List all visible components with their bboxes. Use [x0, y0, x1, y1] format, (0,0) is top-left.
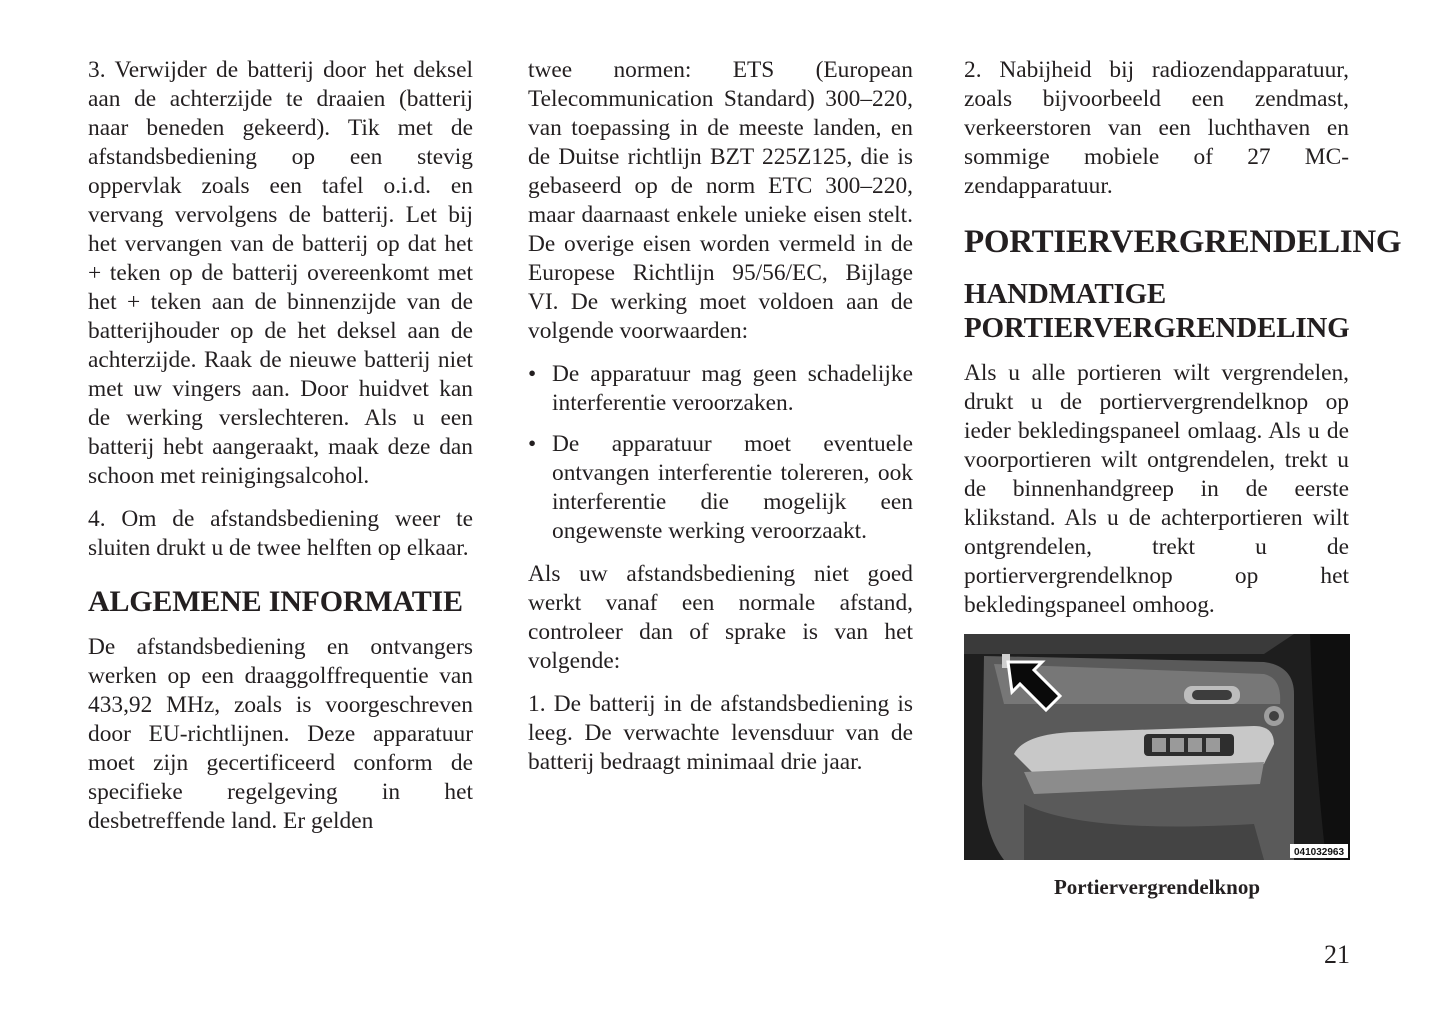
subheading-manual-door-locking: HANDMATIGE PORTIERVERGRENDELING [964, 278, 1350, 344]
figure-code-label: 041032963 [1293, 847, 1345, 858]
paragraph-step-3: 3. Verwijder de batterij door het deksel aan de achterzijde te draaien (batterij naar beneden gekeerd). Tik met de afstandsbediening op een stevig oppervlak zoals een tafel o.i.d. en vervang vervolgens de batterij. Let bij het vervangen van de batterij op dat het + teken op de batterij overeenkomt met het + teken aan de binnenzijde van de batterijhouder op de het deksel aan de achterzijde. Raak de nieuwe batterij niet met uw vingers aan. Door huidvet kan de werking verslechteren. Als u een batterij hebt aangeraakt, maak deze dan schoon met reinigingsalcohol. [88, 57, 473, 489]
paragraph-manual-door-locking: Als u alle portieren wilt vergrendelen, drukt u de portiervergrendelknop op ieder bekledingspaneel omlaag. Als u de voorportieren wilt ontgrendelen, trekt u de binnenhandgreep in de eerste klikstand. Als u de achterportieren wilt ontgrendelen, trekt u de portiervergrendelknop op het bekledingspaneel omhoog. [964, 360, 1349, 618]
heading-door-locking: PORTIERVERGRENDELING [964, 224, 1402, 260]
text-column-right [964, 56, 1402, 900]
list-item [528, 360, 913, 418]
paragraph-general-information: De afstandsbediening en ontvangers werken op een draaggolffrequentie van 433,92 MHz, zoals is voorgeschreven door EU-richtlijnen. Deze apparatuur moet zijn gecertificeerd conform de specifieke regelgeving in het desbetreffende land. Er gelden [88, 634, 473, 834]
figure-caption: Portiervergrendelknop [1053, 875, 1261, 899]
paragraph-step-4: 4. Om de afstandsbediening weer te sluiten drukt u de twee helften op elkaar. [88, 506, 473, 561]
list-item-text: De apparatuur mag geen schadelijke interferentie veroorzaken. [552, 361, 913, 416]
paragraph-check-conditions: Als uw afstandsbediening niet goed werkt vanaf een normale afstand, controleer dan of sprake is van het volgende: [528, 561, 913, 674]
paragraph-item-2: 2. Nabijheid bij radiozendapparatuur, zoals bijvoorbeeld een zendmast, verkeerstoren van een luchthaven en sommige mobiele of 27 MC-zendapparatuur. [964, 57, 1349, 199]
bullet-icon: • [528, 431, 537, 457]
bullet-icon: • [528, 361, 537, 387]
door-panel-figure [964, 634, 1350, 900]
text-column-left [88, 56, 473, 850]
paragraph-standards: twee normen: ETS (European Telecommunication Standard) 300–220, van toepassing in de meeste landen, en de Duitse richtlijn BZT 225Z125, die is gebaseerd op de norm ETC 300–220, maar daarnaast enkele unieke eisen stelt. De overige eisen worden vermeld in de Europese Richtlijn 95/56/EC, Bijlage VI. De werking moet voldoen aan de volgende voorwaarden: [528, 57, 913, 344]
requirements-list [528, 360, 913, 546]
heading-general-information: ALGEMENE INFORMATIE [88, 585, 463, 618]
paragraph-item-1: 1. De batterij in de afstandsbediening is leeg. De verwachte levensduur van de batterij bedraagt minimaal drie jaar. [528, 691, 913, 775]
text-column-middle [528, 56, 913, 791]
list-item [528, 430, 913, 546]
list-item-text: De apparatuur moet eventuele ontvangen interferentie tolereren, ook interferentie die mogelijk een ongewenste werking veroorzaakt. [552, 431, 913, 544]
page-number: 21 [1324, 940, 1350, 969]
door-panel-illustration [964, 634, 1350, 860]
